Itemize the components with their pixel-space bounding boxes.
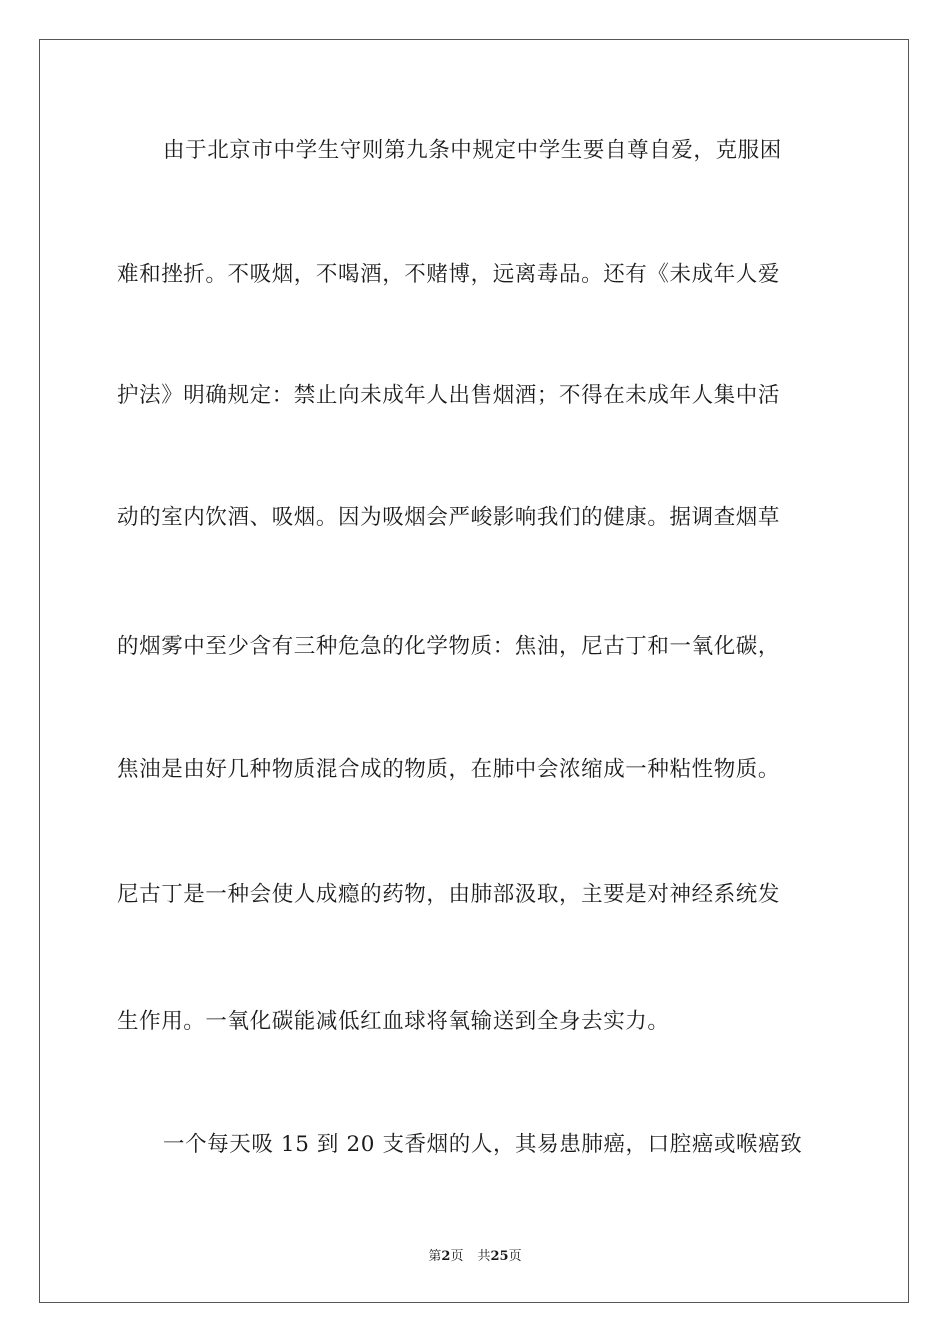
paragraph-line: 一个每天吸 15 到 20 支香烟的人，其易患肺癌，口腔癌或喉癌致	[163, 1132, 803, 1157]
page-prefix: 第	[428, 1249, 442, 1264]
page-suffix: 页	[450, 1249, 464, 1264]
paragraph-line: 焦油是由好几种物质混合成的物质，在肺中会浓缩成一种粘性物质。	[117, 757, 781, 782]
paragraph-line: 生作用。一氧化碳能减低红血球将氧输送到全身去实力。	[117, 1009, 670, 1034]
total-pages: 25	[490, 1249, 509, 1264]
paragraph-line: 的烟雾中至少含有三种危急的化学物质：焦油，尼古丁和一氧化碳，	[117, 634, 781, 659]
paragraph-line: 护法》明确规定：禁止向未成年人出售烟酒；不得在未成年人集中活	[117, 383, 781, 408]
page-number: 2	[441, 1249, 451, 1264]
total-suffix: 页	[508, 1249, 522, 1264]
page-footer	[0, 1248, 950, 1266]
paragraph-line: 由于北京市中学生守则第九条中规定中学生要自尊自爱，克服困	[163, 138, 782, 163]
paragraph-line: 难和挫折。不吸烟，不喝酒，不赌博，远离毒品。还有《未成年人爱	[117, 262, 781, 287]
paragraph-line: 动的室内饮酒、吸烟。因为吸烟会严峻影响我们的健康。据调查烟草	[117, 505, 781, 530]
paragraph-line: 尼古丁是一种会使人成瘾的药物，由肺部汲取，主要是对神经系统发	[117, 882, 781, 907]
page-border	[39, 39, 909, 1303]
total-prefix: 共	[477, 1249, 491, 1264]
